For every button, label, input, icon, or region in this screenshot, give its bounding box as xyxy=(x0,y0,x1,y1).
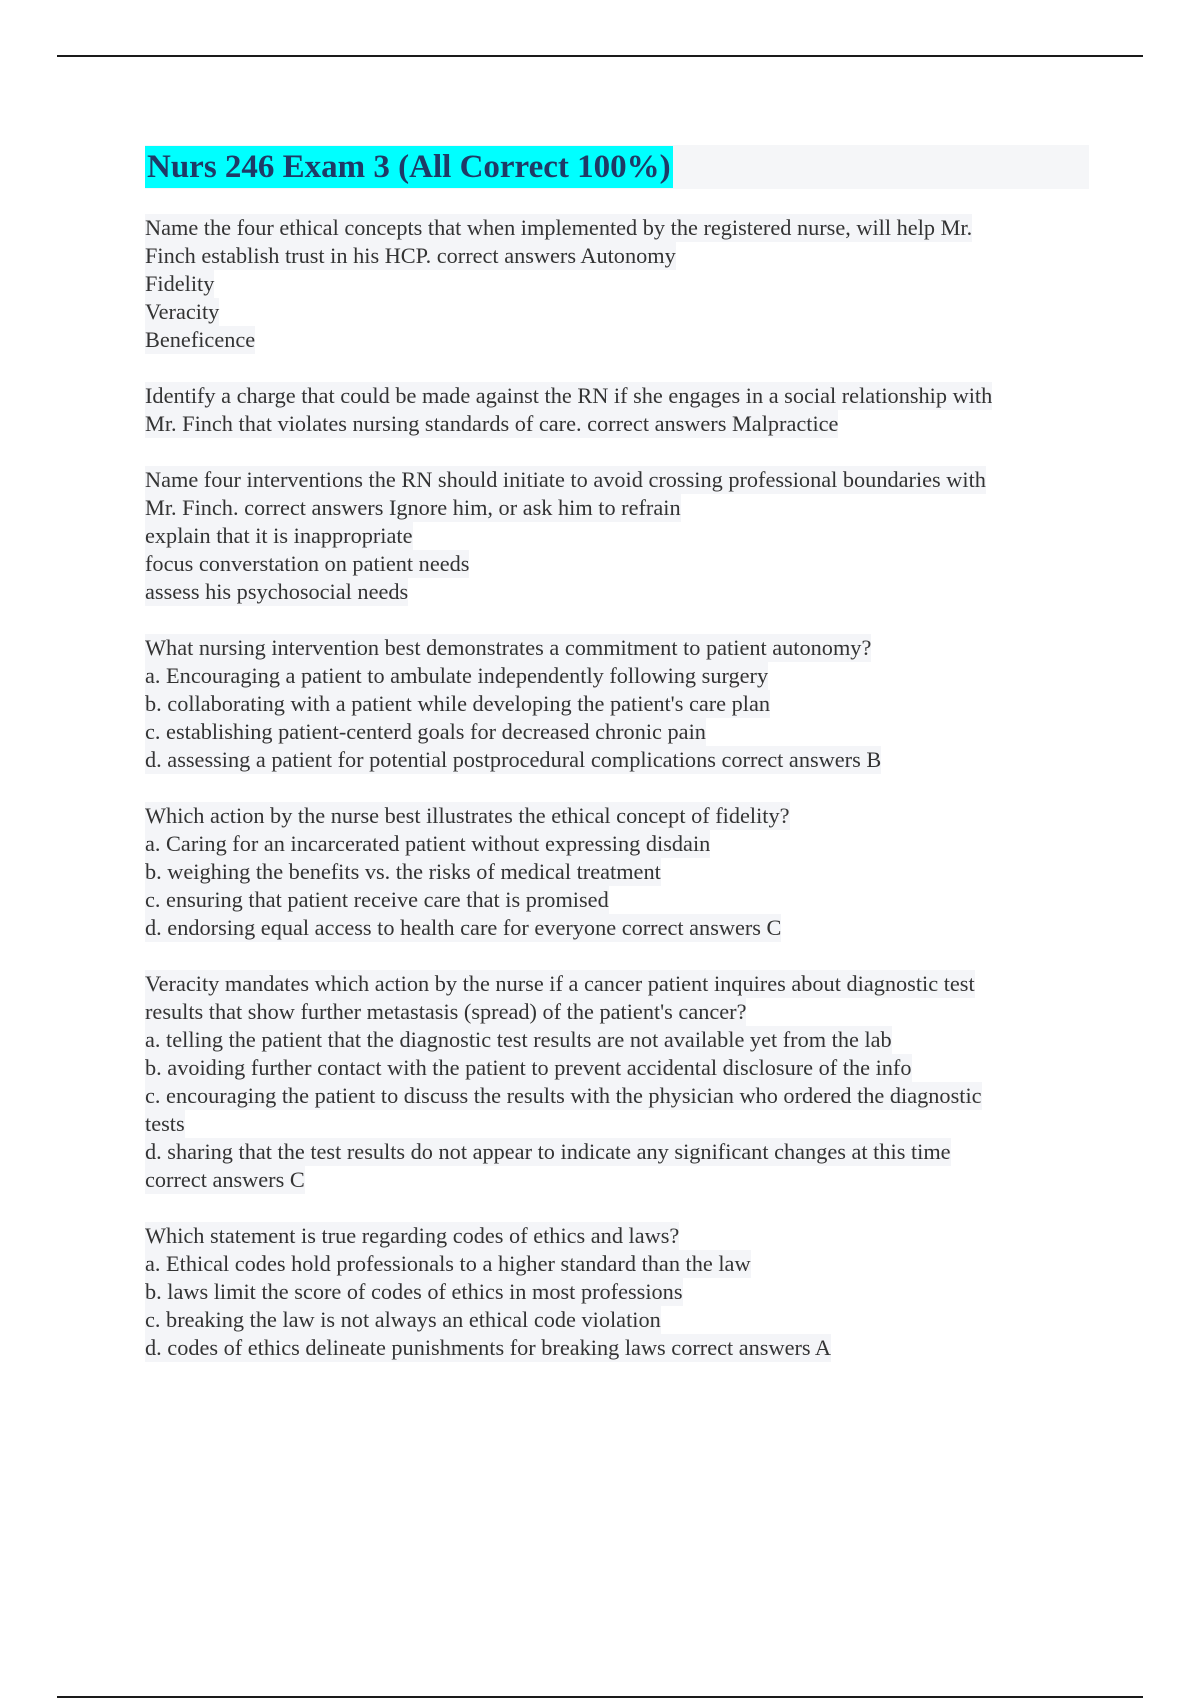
text-line: What nursing intervention best demonstrates a commitment to patient autonomy? xyxy=(145,635,872,660)
text-line: Which action by the nurse best illustrates the ethical concept of fidelity? xyxy=(145,803,790,828)
question-block xyxy=(145,802,1095,942)
text-line: b. laws limit the score of codes of ethics in most professions xyxy=(145,1279,683,1304)
text-line: c. encouraging the patient to discuss the results with the physician who ordered the diagnostic xyxy=(145,1083,982,1108)
document-body xyxy=(145,214,1095,1390)
question-block xyxy=(145,214,1095,354)
bottom-rule xyxy=(57,1696,1143,1698)
text-line: a. telling the patient that the diagnostic test results are not available yet from the lab xyxy=(145,1027,892,1052)
text-line: a. Caring for an incarcerated patient without expressing disdain xyxy=(145,831,711,856)
text-line: d. endorsing equal access to health care for everyone correct answers C xyxy=(145,915,782,940)
text-line: Mr. Finch. correct answers Ignore him, or ask him to refrain xyxy=(145,495,681,520)
text-line: Name four interventions the RN should initiate to avoid crossing professional boundaries with xyxy=(145,467,986,492)
text-line: focus converstation on patient needs xyxy=(145,551,470,576)
text-line: d. assessing a patient for potential postprocedural complications correct answers B xyxy=(145,747,882,772)
text-line: a. Encouraging a patient to ambulate independently following surgery xyxy=(145,663,769,688)
text-line: explain that it is inappropriate xyxy=(145,523,413,548)
text-line: Finch establish trust in his HCP. correct answers Autonomy xyxy=(145,243,676,268)
text-line: d. sharing that the test results do not appear to indicate any significant changes at this time xyxy=(145,1139,951,1164)
text-line: a. Ethical codes hold professionals to a higher standard than the law xyxy=(145,1251,751,1276)
text-line: Veracity mandates which action by the nurse if a cancer patient inquires about diagnostic test xyxy=(145,971,975,996)
text-line: Beneficence xyxy=(145,327,256,352)
text-line: Fidelity xyxy=(145,271,215,296)
question-block xyxy=(145,382,1095,438)
text-line: Identify a charge that could be made against the RN if she engages in a social relationship with xyxy=(145,383,993,408)
text-line: assess his psychosocial needs xyxy=(145,579,409,604)
text-line: Veracity xyxy=(145,299,220,324)
text-line: Name the four ethical concepts that when implemented by the registered nurse, will help Mr. xyxy=(145,215,973,240)
text-line: tests xyxy=(145,1111,185,1136)
question-block xyxy=(145,466,1095,606)
text-line: b. weighing the benefits vs. the risks of medical treatment xyxy=(145,859,661,884)
text-line: b. collaborating with a patient while developing the patient's care plan xyxy=(145,691,771,716)
question-block xyxy=(145,634,1095,774)
text-line: Mr. Finch that violates nursing standards of care. correct answers Malpractice xyxy=(145,411,839,436)
text-line: c. ensuring that patient receive care that is promised xyxy=(145,887,609,912)
question-block xyxy=(145,1222,1095,1362)
text-line: c. establishing patient-centerd goals for decreased chronic pain xyxy=(145,719,706,744)
top-rule xyxy=(57,55,1143,57)
text-line: c. breaking the law is not always an ethical code violation xyxy=(145,1307,661,1332)
text-line: results that show further metastasis (spread) of the patient's cancer? xyxy=(145,999,747,1024)
text-line: b. avoiding further contact with the patient to prevent accidental disclosure of the info xyxy=(145,1055,912,1080)
text-line: d. codes of ethics delineate punishments for breaking laws correct answers A xyxy=(145,1335,832,1360)
text-line: Which statement is true regarding codes of ethics and laws? xyxy=(145,1223,680,1248)
question-block xyxy=(145,970,1095,1194)
document-title: Nurs 246 Exam 3 (All Correct 100%) xyxy=(145,146,673,188)
text-line: correct answers C xyxy=(145,1167,305,1192)
